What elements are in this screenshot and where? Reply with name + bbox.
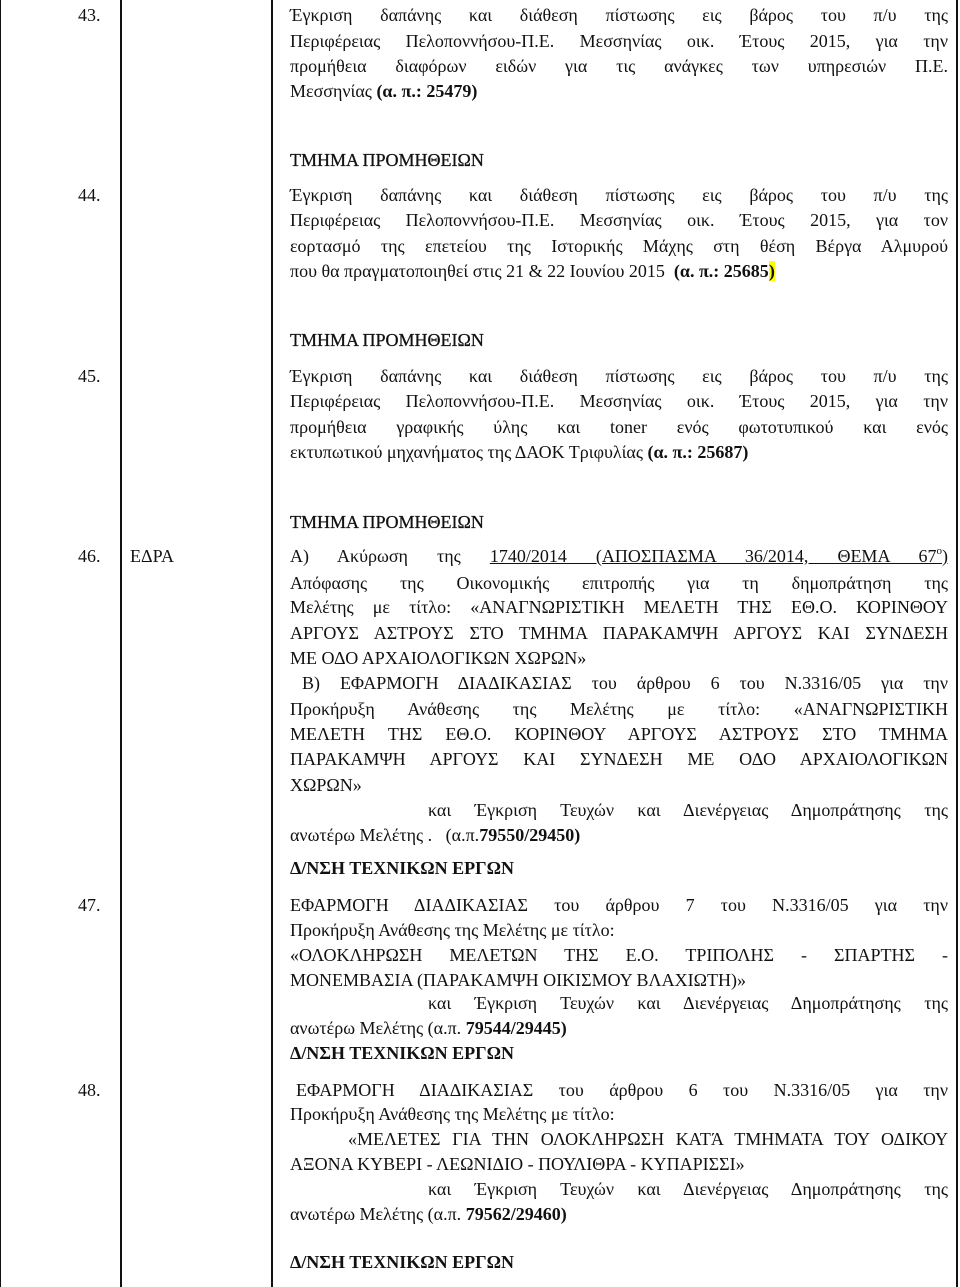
department-label: Δ/ΝΣΗ ΤΕΧΝΙΚΩΝ ΕΡΓΩΝ — [290, 858, 515, 878]
item-text-line — [290, 440, 948, 465]
text-segment: που θα πραγματοποιηθεί στις 21 & 22 Ιουνίου 2015 — [290, 261, 674, 281]
item-text-line: προμήθεια γραφικής ύλης και toner ενός φωτοτυπικού και ενός — [290, 417, 948, 437]
item-text-line — [290, 823, 948, 848]
item-text-line: Β) ΕΦΑΡΜΟΓΗ ΔΙΑΔΙΚΑΣΙΑΣ του άρθρου 6 του Ν.3316/05 για την — [302, 673, 948, 693]
highlighted-parenthesis: ) — [768, 261, 775, 281]
superscript: ο — [936, 545, 942, 557]
item-text-line: Περιφέρειας Πελοποννήσου-Π.Ε. Μεσσηνίας οικ. Έτους 2015, για τον — [290, 210, 948, 230]
item-text-line: Μελέτης με τίτλο: «ΑΝΑΓΝΩΡΙΣΤΙΚΗ ΜΕΛΕΤΗ ΤΗΣ ΕΘ.Ο. ΚΟΡΙΝΘΟΥ — [290, 597, 948, 617]
department-label: Δ/ΝΣΗ ΤΕΧΝΙΚΩΝ ΕΡΓΩΝ — [290, 1043, 515, 1063]
agenda-item — [0, 544, 960, 878]
item-text-line: «ΟΛΟΚΛΗΡΩΣΗ ΜΕΛΕΤΩΝ ΤΗΣ Ε.Ο. ΤΡΙΠΟΛΗΣ - ΣΠΑΡΤΗΣ - — [290, 945, 948, 965]
text-segment: ανωτέρω Μελέτης (α.π. — [290, 1204, 466, 1224]
column-divider-location — [271, 0, 273, 1287]
item-text-line: Προκήρυξη Ανάθεσης της Μελέτης με τίτλο: «ΑΝΑΓΝΩΡΙΣΤΙΚΗ — [290, 699, 948, 719]
item-text-line: ΜΕ ΟΔΟ ΑΡΧΑΙΟΛΟΓΙΚΩΝ ΧΩΡΩΝ» — [290, 648, 587, 668]
item-text-line — [290, 544, 948, 569]
agenda-item — [0, 364, 960, 532]
item-text-line: Περιφέρειας Πελοποννήσου-Π.Ε. Μεσσηνίας οικ. Έτους 2015, για την — [290, 391, 948, 411]
item-text-line: Απόφασης της Οικονομικής επιτροπής για τη δημοπράτηση της — [290, 573, 948, 593]
item-location: ΕΔΡΑ — [130, 546, 174, 566]
item-text-line: Προκήρυξη Ανάθεσης της Μελέτης με τίτλο: — [290, 1104, 615, 1124]
item-text-line: Περιφέρειας Πελοποννήσου-Π.Ε. Μεσσηνίας οικ. Έτους 2015, για την — [290, 31, 948, 51]
item-text-line: ΕΦΑΡΜΟΓΗ ΔΙΑΔΙΚΑΣΙΑΣ του άρθρου 6 του Ν.3316/05 για την — [296, 1080, 948, 1100]
item-text-line: «ΜΕΛΕΤΕΣ ΓΙΑ ΤΗΝ ΟΛΟΚΛΗΡΩΣΗ ΚΑΤΆ ΤΜΗΜΑΤΑ ΤΟΥ ΟΔΙΚΟΥ — [348, 1129, 948, 1149]
item-text-line: και Έγκριση Τευχών και Διενέργειας Δημοπράτησης της — [428, 993, 948, 1013]
item-text-line: ΜΕΛΕΤΗ ΤΗΣ ΕΘ.Ο. ΚΟΡΙΝΘΟΥ ΑΡΓΟΥΣ ΑΣΤΡΟΥΣ ΣΤΟ ΤΜΗΜΑ — [290, 724, 948, 744]
item-text-line: ΑΡΓΟΥΣ ΑΣΤΡΟΥΣ ΣΤΟ ΤΜΗΜΑ ΠΑΡΑΚΑΜΨΗ ΑΡΓΟΥΣ ΚΑΙ ΣΥΝΔΕΣΗ — [290, 623, 948, 643]
department-label: Δ/ΝΣΗ ΤΕΧΝΙΚΩΝ ΕΡΓΩΝ — [290, 1252, 515, 1272]
item-text-line — [290, 259, 948, 284]
text-segment: ανωτέρω Μελέτης . (α.π. — [290, 825, 480, 845]
item-text-line: προμήθεια διαφόρων ειδών για τις ανάγκες των υπηρεσιών Π.Ε. — [290, 56, 948, 76]
item-number: 48. — [78, 1080, 101, 1100]
protocol-number: 79544/29445) — [465, 1018, 567, 1038]
protocol-number: (α. π.: 25479) — [376, 81, 478, 101]
item-text-line: Έγκριση δαπάνης και διάθεση πίστωσης εις βάρος του π/υ της — [290, 5, 948, 25]
protocol-number: (α. π.: 25687) — [647, 442, 749, 462]
underlined-reference — [490, 546, 948, 566]
text-segment: ) — [942, 546, 948, 566]
agenda-item — [0, 183, 960, 350]
text-segment: 1740/2014 (ΑΠΟΣΠΑΣΜΑ 36/2014, ΘΕΜΑ 67 — [489, 546, 937, 566]
agenda-item — [0, 893, 960, 1063]
item-number: 45. — [78, 366, 101, 386]
item-text-line: ΠΑΡΑΚΑΜΨΗ ΑΡΓΟΥΣ ΚΑΙ ΣΥΝΔΕΣΗ ΜΕ ΟΔΟ ΑΡΧΑΙΟΛΟΓΙΚΩΝ — [290, 749, 948, 769]
department-label: ΤΜΗΜΑ ΠΡΟΜΗΘΕΙΩΝ — [290, 512, 484, 532]
protocol-number: 79562/29460) — [465, 1204, 567, 1224]
item-number: 43. — [78, 5, 101, 25]
item-text-line: ΜΟΝΕΜΒΑΣΙΑ (ΠΑΡΑΚΑΜΨΗ ΟΙΚΙΣΜΟΥ ΒΛΑΧΙΩΤΗ)» — [290, 970, 746, 990]
item-text-line — [290, 1016, 948, 1041]
item-text-line: Προκήρυξη Ανάθεσης της Μελέτης με τίτλο: — [290, 920, 615, 940]
item-text-line: ΑΞΟΝΑ ΚΥΒΕΡΙ - ΛΕΩΝΙΔΙΟ - ΠΟΥΛΙΘΡΑ - ΚΥΠΑΡΙΣΣΙ» — [290, 1154, 745, 1174]
item-text-line: και Έγκριση Τευχών και Διενέργειας Δημοπράτησης της — [428, 800, 948, 820]
item-text-line: ΧΩΡΩΝ» — [290, 775, 362, 795]
item-number: 44. — [78, 185, 101, 205]
protocol-number: 79550/29450) — [479, 825, 581, 845]
table-right-border — [956, 0, 958, 1287]
agenda-item — [0, 3, 960, 170]
item-text-line: ΕΦΑΡΜΟΓΗ ΔΙΑΔΙΚΑΣΙΑΣ του άρθρου 7 του Ν.3316/05 για την — [290, 895, 948, 915]
department-label: ΤΜΗΜΑ ΠΡΟΜΗΘΕΙΩΝ — [290, 150, 484, 170]
item-text-line: εορτασμό της επετείου της Ιστορικής Μάχης στη θέση Βέργα Αλμυρού — [290, 236, 948, 256]
item-text-line — [290, 79, 948, 104]
department-label: ΤΜΗΜΑ ΠΡΟΜΗΘΕΙΩΝ — [290, 330, 484, 350]
text-segment: Α) Ακύρωση της — [290, 546, 490, 566]
protocol-number: (α. π.: 25685 — [673, 261, 769, 281]
text-segment: ανωτέρω Μελέτης (α.π. — [290, 1018, 466, 1038]
item-number: 47. — [78, 895, 101, 915]
text-segment: Μεσσηνίας — [290, 81, 377, 101]
agenda-item — [0, 1078, 960, 1272]
item-text-line — [290, 1202, 948, 1227]
item-text-line: Έγκριση δαπάνης και διάθεση πίστωσης εις βάρος του π/υ της — [290, 185, 948, 205]
column-divider-number — [120, 0, 122, 1287]
item-text-line: Έγκριση δαπάνης και διάθεση πίστωσης εις βάρος του π/υ της — [290, 366, 948, 386]
item-text-line: και Έγκριση Τευχών και Διενέργειας Δημοπράτησης της — [428, 1179, 948, 1199]
item-number: 46. — [78, 546, 101, 566]
table-left-border — [0, 0, 1, 1287]
text-segment: εκτυπωτικού μηχανήματος της ΔΑΟΚ Τριφυλίας — [290, 442, 648, 462]
